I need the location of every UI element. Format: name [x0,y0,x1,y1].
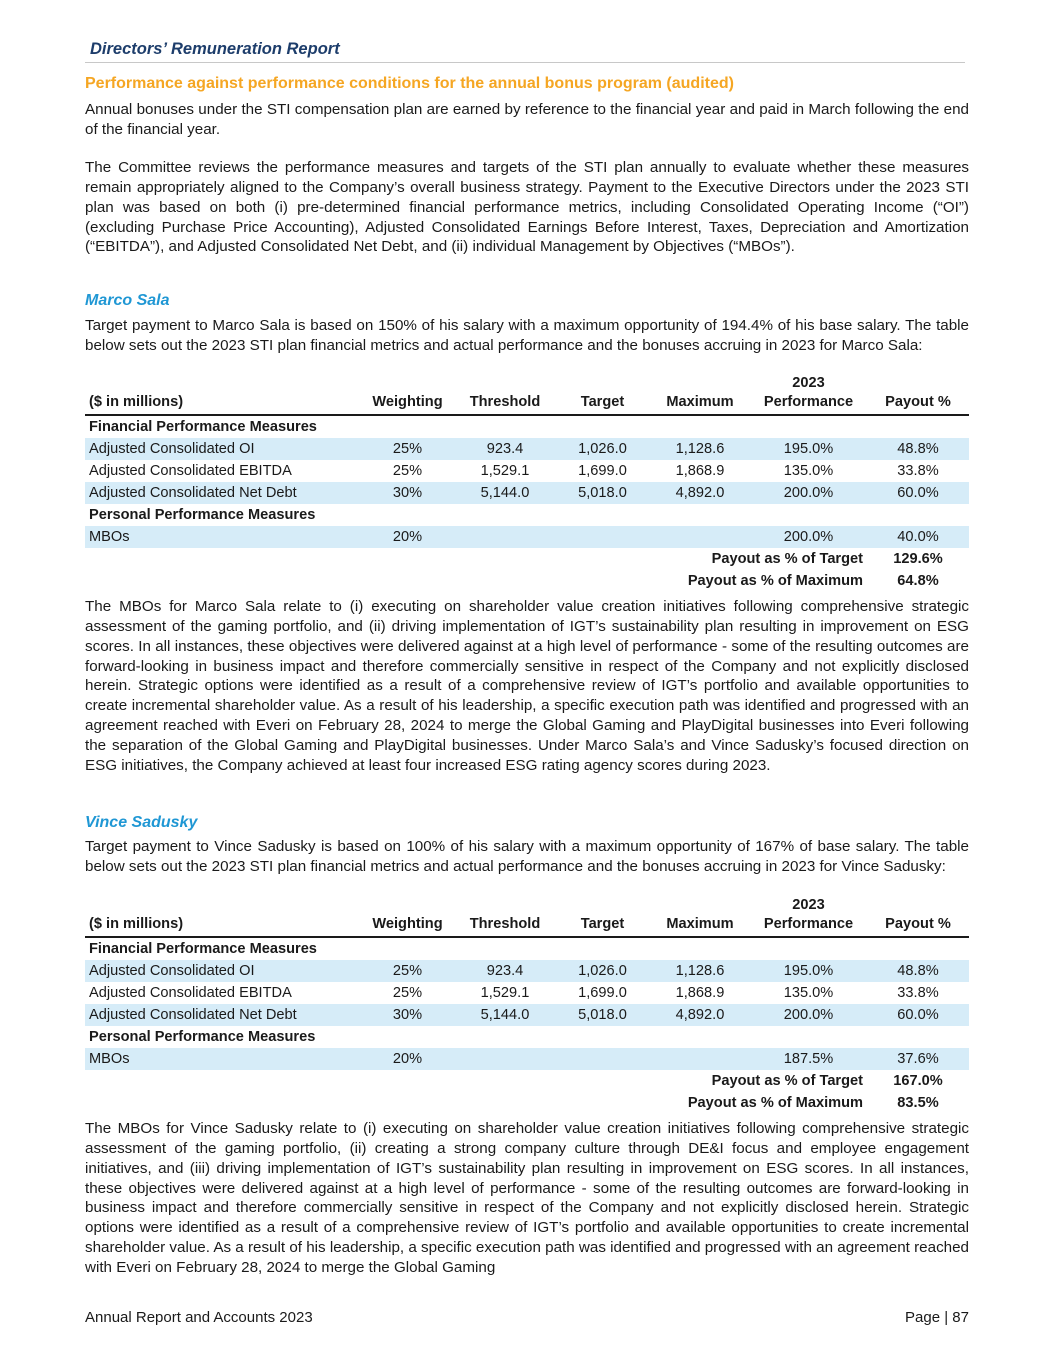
header-target: Target [580,394,625,410]
header-performance-label: Performance [763,394,854,410]
group-row: Financial Performance Measures [89,419,317,435]
intro-paragraph-1: Annual bonuses under the STI compensation plan are earned by reference to the financial year and paid in March following the end of the financial year. [85,101,969,138]
summary-row-target: Payout as % of Target 129.6% [711,551,943,567]
header-maximum: Maximum [666,394,734,410]
header-threshold: Threshold [469,916,541,932]
running-header: Directors’ Remuneration Report [90,40,340,58]
table-row: Adjusted Consolidated Net Debt 30% 5,144.0 5,018.0 4,892.0 200.0% 60.0% [85,482,969,504]
table-header-row [85,896,969,937]
marco-sala-heading: Marco Sala [85,292,170,309]
header-metric: ($ in millions) [89,916,184,932]
marco-sala-sti-table [85,374,969,592]
marco-sala-intro: Target payment to Marco Sala is based on 150% of his salary with a maximum opportunity of 194.4% of his base salary. The table below sets out the 2023 STI plan financial metrics and actual performance and the bonuses accruing in 2023 for Marco Sala: [85,317,969,354]
header-performance [750,374,867,415]
table-row: MBOs 20% 187.5% 37.6% [85,1048,969,1070]
header-maximum: Maximum [666,916,734,932]
header-performance [750,896,867,937]
vince-sadusky-intro: Target payment to Vince Sadusky is based on 100% of his salary with a maximum opportunity of 167% of base salary. The table below sets out the 2023 STI plan financial metrics and actual performance and the bonuses accruing in 2023 for Vince Sadusky: [85,838,969,875]
summary-row-maximum: Payout as % of Maximum 83.5% [687,1095,939,1111]
marco-sala-mbo-text: The MBOs for Marco Sala relate to (i) executing on shareholder value creation initiatives following comprehensive strategic assessment of the gaming portfolio, and (ii) driving implementation of IGT’s sustainability plan resulting in improvement on ESG scores. In all instances, these objectives were delivered against at a high level of performance - some of the resulting outcomes are forward-looking in business impact and therefore commercially sensitive in respect of the Company and not explicitly disclosed herein. Strategic options were identified as a result of a comprehensive review of IGT’s portfolio and available opportunities to create incremental shareholder value. As a result of his leadership, a specific execution path was identified and progressed with an agreement reached with Everi on February 28, 2024 to merge the Global Gaming and PlayDigital businesses into Everi following the separation of the Global Gaming and PlayDigital businesses. Under Marco Sala’s and Vince Sadusky’s focused direction on ESG initiatives, the Company achieved at least four increased ESG rating agency scores during 2023. [85,598,969,774]
table-row: Adjusted Consolidated Net Debt 30% 5,144.0 5,018.0 4,892.0 200.0% 60.0% [85,1004,969,1026]
summary-row-target: Payout as % of Target 167.0% [711,1073,943,1089]
vince-sadusky-sti-table [85,896,969,1114]
header-performance-year: 2023 [792,375,825,391]
header-weighting: Weighting [372,394,443,410]
header-weighting: Weighting [372,916,443,932]
group-row: Personal Performance Measures [89,507,316,523]
intro-paragraph-2: The Committee reviews the performance measures and targets of the STI plan annually to evaluate whether these measures remain appropriately aligned to the Company’s overall business strategy. Payment to the Executive Directors under the 2023 STI plan was based on both (i) pre-determined financial performance metrics, including Consolidated Operating Income (“OI”) (excluding Purchase Price Accounting), Adjusted Consolidated Earnings Before Interest, Taxes, Depreciation and Amortization (“EBITDA”), and Adjusted Consolidated Net Debt, and (ii) individual Management by Objectives (“MBOs”). [85,159,969,256]
footer-page-number: Page | 87 [905,1309,969,1326]
table-header-row [85,374,969,415]
table-row: Adjusted Consolidated EBITDA 25% 1,529.1 1,699.0 1,868.9 135.0% 33.8% [89,463,939,479]
header-performance-year: 2023 [792,897,825,913]
group-row: Financial Performance Measures [89,941,317,957]
vince-sadusky-heading: Vince Sadusky [85,814,198,831]
summary-row-maximum: Payout as % of Maximum 64.8% [687,573,939,589]
header-payout: Payout % [885,916,951,932]
table-row: Adjusted Consolidated OI 25% 923.4 1,026.0 1,128.6 195.0% 48.8% [85,438,969,460]
footer-report-title: Annual Report and Accounts 2023 [85,1309,313,1326]
section-title: Performance against performance conditions for the annual bonus program (audited) [85,75,734,92]
group-row: Personal Performance Measures [89,1029,316,1045]
header-threshold: Threshold [469,394,541,410]
table-row: Adjusted Consolidated EBITDA 25% 1,529.1 1,699.0 1,868.9 135.0% 33.8% [89,985,939,1001]
header-performance-label: Performance [763,916,854,932]
header-metric: ($ in millions) [89,394,184,410]
header-divider [85,62,965,63]
table-row: Adjusted Consolidated OI 25% 923.4 1,026.0 1,128.6 195.0% 48.8% [85,960,969,982]
vince-sadusky-mbo-text: The MBOs for Vince Sadusky relate to (i) executing on shareholder value creation initiatives following comprehensive strategic assessment of the gaming portfolio, (ii) creating a strong company culture through DE&I focus and employee engagement initiatives, and (iii) driving implementation of IGT’s sustainability plan resulting in improvement on ESG scores. In all instances, these objectives were delivered against at a high level of performance - some of the resulting outcomes are forward-looking in business impact and therefore commercially sensitive in respect of the Company and not explicitly disclosed herein. Strategic options were identified as a result of a comprehensive review of IGT’s portfolio and available opportunities to create incremental shareholder value. As a result of his leadership, a specific execution path was identified and progressed with an agreement reached with Everi on February 28, 2024 to merge the Global Gaming [85,1120,969,1276]
header-payout: Payout % [885,394,951,410]
table-row: MBOs 20% 200.0% 40.0% [85,526,969,548]
header-target: Target [580,916,625,932]
